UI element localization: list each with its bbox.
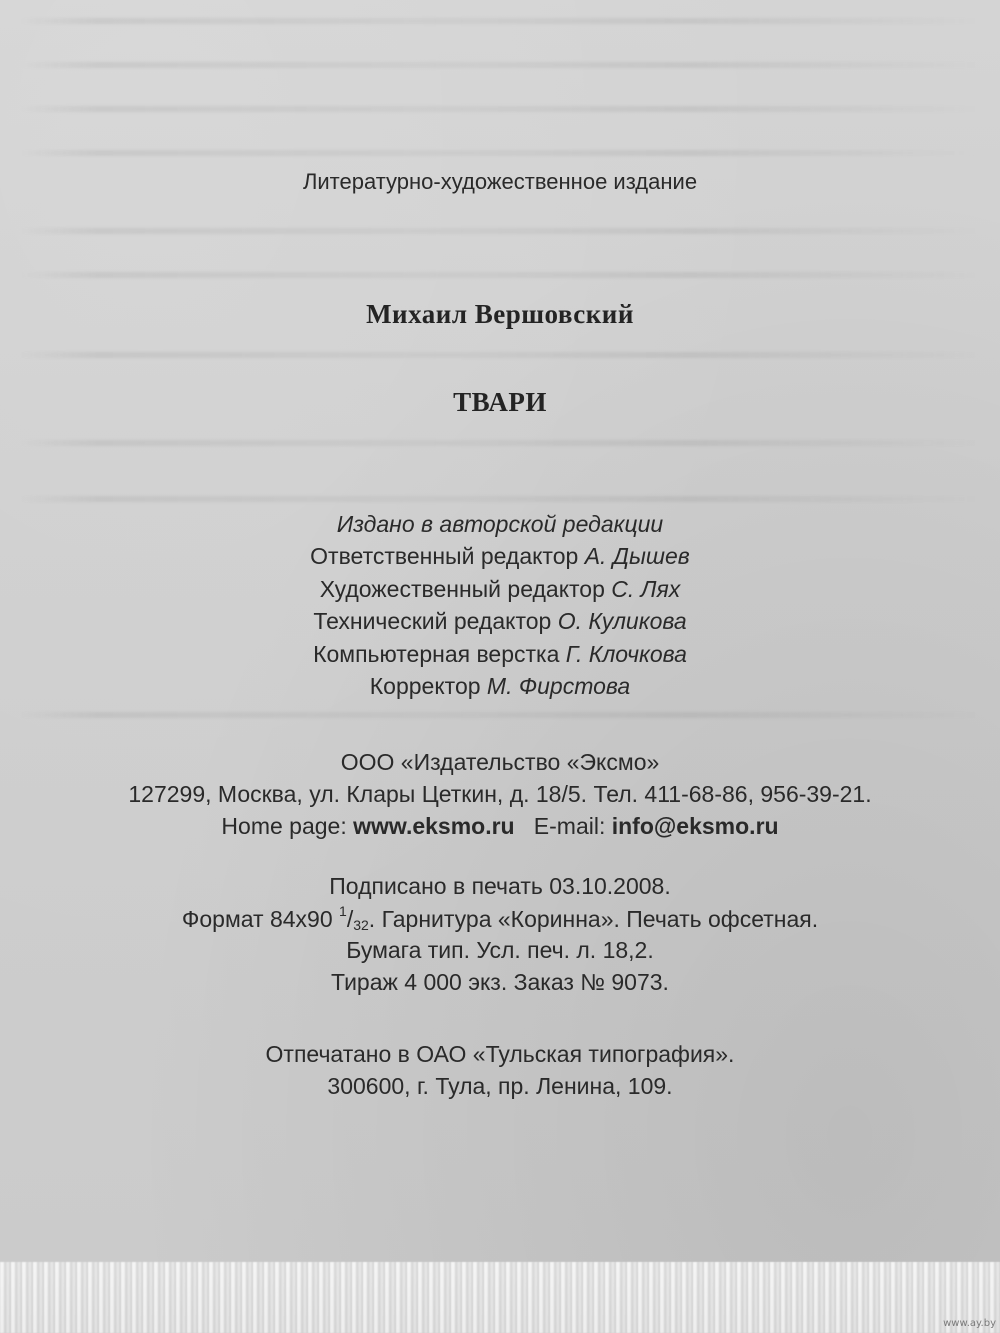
show-through-line <box>20 712 980 718</box>
homepage-label: Home page: <box>221 813 347 839</box>
show-through-line <box>20 228 980 234</box>
credit-role: Ответственный редактор <box>310 543 579 569</box>
format-line <box>0 905 1000 936</box>
credit-person: С. Лях <box>611 576 681 602</box>
credit-person: Г. Клочкова <box>565 641 687 667</box>
credit-line <box>0 575 1000 603</box>
printer-address: 300600, г. Тула, пр. Ленина, 109. <box>327 1073 673 1099</box>
show-through-line <box>20 18 980 24</box>
publisher-contacts <box>0 812 1000 840</box>
credit-line <box>0 672 1000 700</box>
credit-person: А. Дышев <box>584 543 690 569</box>
credit-line <box>0 607 1000 635</box>
credit-person: О. Куликова <box>557 608 687 634</box>
publisher-address: 127299, Москва, ул. Клары Цеткин, д. 18/5. Тел. 411-68-86, 956-39-21. <box>128 781 872 807</box>
author-name: Михаил Вершовский <box>366 299 634 329</box>
format-prefix: Формат 84x90 <box>181 906 333 932</box>
show-through-line <box>20 150 980 156</box>
show-through-line <box>20 440 980 446</box>
show-through-line <box>20 352 980 358</box>
publisher-name: ООО «Издательство «Эксмо» <box>340 749 660 775</box>
format-suffix: . Гарнитура «Коринна». Печать офсетная. <box>368 906 819 932</box>
show-through-line <box>20 106 980 112</box>
show-through-line <box>20 272 980 278</box>
email-label: E-mail: <box>533 813 606 839</box>
show-through-line <box>20 496 980 502</box>
email-address: info@eksmo.ru <box>611 813 779 839</box>
credit-line <box>0 640 1000 668</box>
genre-line: Литературно-художественное издание <box>302 169 698 194</box>
fraction-slash: / <box>346 906 354 932</box>
credit-line <box>0 542 1000 570</box>
book-title: ТВАРИ <box>453 387 547 417</box>
edition-note: Издано в авторской редакции <box>336 511 664 537</box>
homepage-url: www.eksmo.ru <box>353 813 515 839</box>
page-edge-stack <box>0 1262 1000 1333</box>
credit-person: М. Фирстова <box>486 673 631 699</box>
credit-role: Художественный редактор <box>319 576 605 602</box>
format-fraction-numerator: 1 <box>339 903 347 919</box>
credit-role: Корректор <box>369 673 481 699</box>
print-run-line: Тираж 4 000 экз. Заказ № 9073. <box>331 969 669 995</box>
paper-line: Бумага тип. Усл. печ. л. 18,2. <box>346 937 654 963</box>
printer-name: Отпечатано в ОАО «Тульская типография». <box>265 1041 735 1067</box>
show-through-line <box>20 62 980 68</box>
credit-role: Компьютерная верстка <box>313 641 560 667</box>
format-fraction-denominator: 32 <box>353 917 369 933</box>
watermark-text: www.ay.by <box>943 1318 996 1329</box>
signed-to-print: Подписано в печать 03.10.2008. <box>329 873 671 899</box>
credit-role: Технический редактор <box>313 608 552 634</box>
